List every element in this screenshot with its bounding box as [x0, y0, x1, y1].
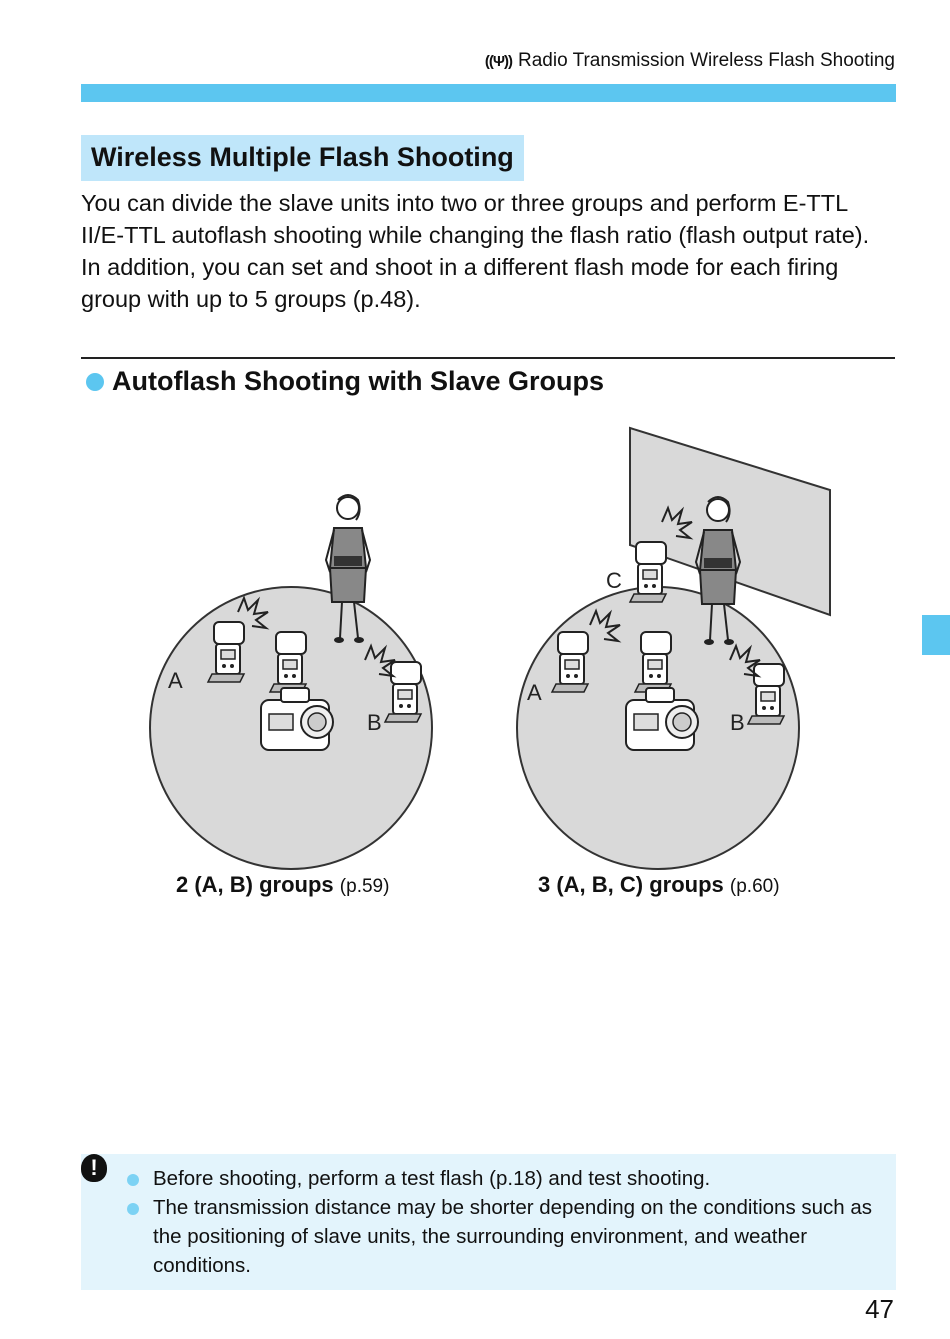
caution-note-1: Before shooting, perform a test flash (p.18) and test shooting. — [127, 1164, 877, 1193]
flash-groups-illustration — [140, 420, 860, 870]
subsection-title-text: Autoflash Shooting with Slave Groups — [112, 366, 605, 396]
header-bar — [81, 84, 896, 102]
page-number: 47 — [865, 1294, 894, 1324]
label-b-left: B — [367, 710, 382, 735]
intro-paragraph-1: You can divide the slave units into two or three groups and perform E-TTL II/E-TTL autoflash shooting while changing the flash ratio (flash output rate). — [81, 190, 870, 248]
running-head-title: Radio Transmission Wireless Flash Shooting — [518, 50, 895, 71]
caption-three-groups — [538, 872, 780, 898]
caution-note-box — [81, 1154, 896, 1290]
caption-two-groups-ref: (p.59) — [339, 876, 390, 897]
caption-two-groups-title: 2 (A, B) groups — [176, 872, 334, 897]
running-head — [485, 50, 895, 72]
bullet-icon — [86, 373, 104, 391]
caution-icon: ! — [81, 1154, 107, 1182]
label-b-right: B — [730, 710, 745, 735]
section-title: Wireless Multiple Flash Shooting — [81, 135, 524, 181]
intro-text — [81, 187, 896, 315]
divider — [81, 357, 895, 359]
caption-two-groups — [176, 872, 389, 898]
caption-three-groups-title: 3 (A, B, C) groups — [538, 872, 724, 897]
label-c-right: C — [606, 568, 622, 593]
radio-wireless-icon: ((Ψ)) — [484, 52, 512, 70]
caution-note-2: The transmission distance may be shorter depending on the conditions such as the positioning of slave units, the surrounding environment, and weather conditions. — [127, 1193, 877, 1280]
label-a-right: A — [527, 680, 542, 705]
subsection-title — [86, 366, 604, 397]
label-a-left: A — [168, 668, 183, 693]
caution-notes — [127, 1164, 877, 1280]
intro-paragraph-2: In addition, you can set and shoot in a different flash mode for each firing group with up to 5 groups (p.48). — [81, 254, 839, 312]
caption-three-groups-ref: (p.60) — [729, 876, 780, 897]
diagram-two-groups — [150, 495, 432, 869]
diagram-three-groups — [517, 428, 830, 869]
chapter-thumb-tab — [922, 615, 950, 655]
